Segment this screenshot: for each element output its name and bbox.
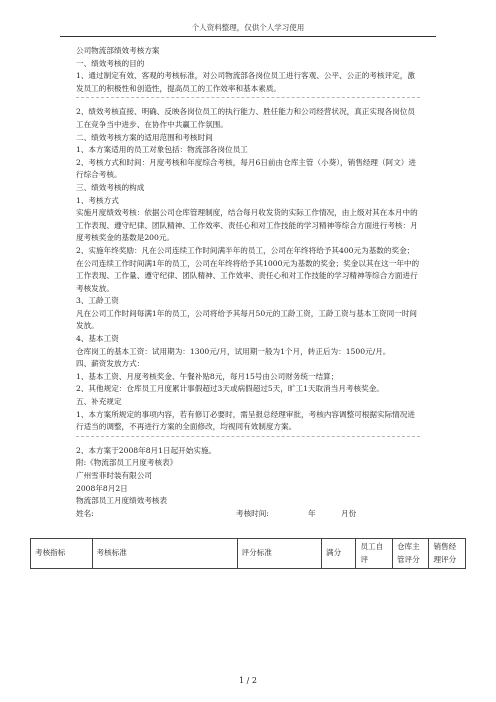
paragraph: 3、工龄工资 [76,296,119,306]
paragraph: 2、本方案于2008年8月1日起开始实施。 [76,445,217,455]
form-title: 物流部员工月度绩效考核表 [76,496,168,506]
dashed-divider [76,97,420,98]
header-cell: 考核指标 [31,539,93,569]
attachment-line: 附:《物流部员工月度考核表》 [76,458,178,468]
page-header: 个人资料整理，仅供个人学习使用 [191,23,305,32]
paragraph: 2、考核方式和时间：月度考核和年度综合考核，每月6日前由仓库主管（小葵），销售经理（阿文）进行综合考核。 [76,157,416,180]
header-rule [60,36,436,37]
paragraph: 1、本方案适用的员工对象包括：物流部各岗位员工 [76,145,248,155]
header-cell: 考核标准 [92,539,237,569]
form-info-row [76,508,420,521]
header-cell: 满分 [322,539,356,569]
header-cell: 员工自评 [356,539,393,569]
paragraph: 仓库岗工的基本工资：试用期为：1300元/月，试用期一般为1个月，转正后为：1500元/月。 [76,346,391,356]
dashed-divider [76,436,420,437]
paragraph: 五、补充规定 [76,397,122,407]
paragraph: 二、绩效考核方案的适用范围和考核时间 [76,132,213,142]
paragraph: 2、其他规定：仓库员工月度累计事假超过3天或病假超过5天，旷工1天取消当月考核奖金。 [76,384,384,394]
assessment-table [30,538,466,569]
table-header-row [31,539,466,569]
name-label: 姓名: [76,508,94,518]
paragraph: 2、实施年终奖励：凡在公司连续工作时间满半年的员工，公司在年终将给予其400元为基数的奖金；在公司连续工作时间满1年的员工，公司在年终将给予其1000元为基数的奖金；奖金以其在这一年中的工作表现、工作量、遵守纪律、团队精神、工作效率、责任心和对工作技能的学习精神等综合方面进行考核发放。 [76,245,420,293]
year-label: 年 [308,508,316,518]
paragraph: 4、基本工资 [76,334,119,344]
header-cell: 仓库主管评分 [392,539,429,569]
paragraph: 实施月度绩效考核：依据公司仓库管理制度，结合每月收发货的实际工作情况，由上级对其在本月中的工作表现、遵守纪律、团队精神、工作效率、责任心和对工作技能的学习精神等综合方面进行考核：月度考核奖金的基数是200元。 [76,208,418,243]
paragraph: 凡在公司工作时间每满1年的员工，公司将给予其每月50元的工龄工资，工龄工资与基本工资同一时间发放。 [76,308,418,331]
paragraph: 1、通过制定有效、客观的考核标准，对公司物流部各岗位员工进行客观、公平、公正的考核评定，激发员工的积极性和创造性，提高员工的工作效率和基本素质。 [76,71,415,93]
doc-title: 公司物流部绩效考核方案 [76,46,160,55]
company-name: 广州雪菲时装有限公司 [76,471,152,480]
paragraph: 四、薪资发放方式： [76,359,145,369]
review-time-label: 考核时间: [236,508,269,518]
month-label: 月份 [341,508,357,518]
header-cell: 评分标准 [237,539,321,569]
paragraph: 一、绩效考核的目的 [76,58,145,68]
paragraph: 1、考核方式 [76,195,119,205]
page-number: 1 / 2 [239,676,257,685]
header-cell: 销售经理评分 [429,539,466,569]
date-line: 2008年8月2日 [76,483,128,493]
paragraph: 1、本方案所规定的事项内容，若有修订必要时，需呈报总经理审批，考核内容调整可根据实际情况进行适当的调整，不再进行方案的全面修改，均视同有效制度方案。 [76,409,415,432]
document-body [76,45,420,521]
paragraph: 1、基本工资、月度考核奖金、午餐补贴8元，每月15号由公司财务统一结算； [76,371,339,381]
paragraph: 三、绩效考核的构成 [76,182,145,192]
paragraph: 2、绩效考核直接、明确、反映各岗位员工的执行能力、胜任能力和公司经营状况，真正实现各岗位员工在竞争当中进步、在协作中共赢工作氛围。 [76,107,415,129]
